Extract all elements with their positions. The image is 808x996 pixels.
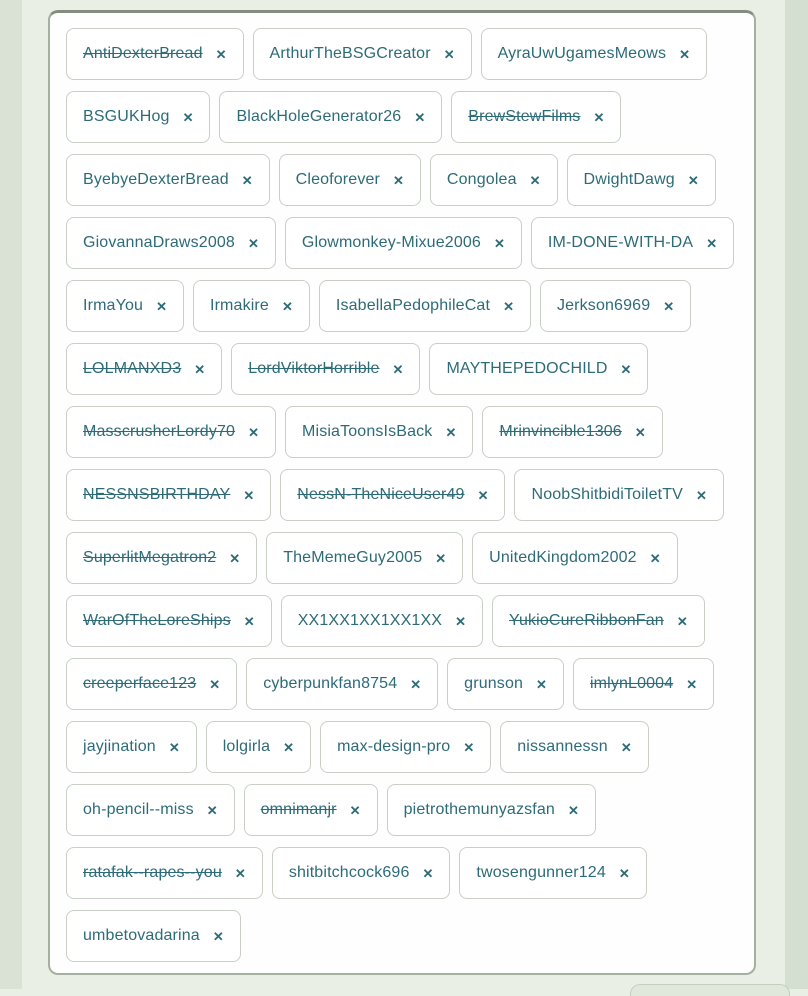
remove-tag-button[interactable]: ✕ [234, 865, 246, 881]
tag-label: BlackHoleGenerator26 [236, 108, 402, 125]
tag-label: MAYTHEPEDOCHILD [446, 360, 608, 377]
remove-tag-button[interactable]: ✕ [392, 361, 404, 377]
tag-label: cyberpunkfan8754 [263, 675, 398, 692]
tag-label: pietrothemunyazsfan [403, 801, 555, 818]
tag-label: oh-pencil--miss [83, 801, 194, 818]
remove-tag-button[interactable]: ✕ [455, 613, 467, 629]
tag-chip[interactable] [285, 406, 473, 458]
remove-tag-button[interactable]: ✕ [283, 739, 295, 755]
tag-chip[interactable] [66, 910, 241, 962]
remove-tag-button[interactable]: ✕ [706, 235, 718, 251]
tag-chip[interactable] [481, 28, 707, 80]
remove-tag-button[interactable]: ✕ [393, 172, 404, 188]
tag-label: LordViktorHorrible [248, 360, 380, 377]
tag-label: BSGUKHog [83, 108, 170, 125]
tag-chip[interactable] [472, 532, 677, 584]
remove-tag-button[interactable]: ✕ [422, 865, 434, 881]
remove-tag-button[interactable]: ✕ [536, 676, 547, 692]
remove-tag-button[interactable]: ✕ [503, 298, 514, 314]
remove-tag-button[interactable]: ✕ [209, 676, 221, 692]
tag-label: Irmakire [209, 297, 269, 314]
remove-tag-button[interactable]: ✕ [206, 802, 218, 818]
remove-tag-button[interactable]: ✕ [493, 235, 505, 251]
tag-chip[interactable] [272, 847, 451, 899]
tag-chip[interactable] [244, 784, 378, 836]
tag-chip[interactable] [459, 847, 646, 899]
tag-label: IrmaYou [83, 297, 144, 314]
tag-chip[interactable] [447, 658, 564, 710]
tag-chip[interactable] [281, 595, 483, 647]
remove-tag-button[interactable]: ✕ [477, 487, 489, 503]
tag-chip[interactable] [66, 595, 272, 647]
tag-label: ByebyeDexterBread [83, 171, 229, 188]
remove-tag-button[interactable]: ✕ [229, 550, 241, 566]
remove-tag-button[interactable]: ✕ [194, 361, 206, 377]
remove-tag-button[interactable]: ✕ [243, 487, 255, 503]
remove-tag-button[interactable]: ✕ [686, 676, 698, 692]
tag-label: MasscrusherLordy70 [83, 423, 236, 440]
right-edge-strip [785, 0, 808, 989]
remove-tag-button[interactable]: ✕ [243, 613, 255, 629]
tag-label: lolgirla [222, 738, 271, 755]
remove-tag-button[interactable]: ✕ [567, 802, 579, 818]
tag-label: UnitedKingdom2002 [489, 549, 637, 566]
tag-chip[interactable] [492, 595, 705, 647]
tag-chip[interactable] [66, 721, 197, 773]
tag-chip[interactable] [219, 91, 442, 143]
tag-label: jayjination [83, 738, 156, 755]
tag-label: BrewStewFilms [468, 108, 581, 125]
tag-chip[interactable] [430, 154, 558, 206]
remove-tag-button[interactable]: ✕ [281, 298, 293, 314]
tag-chip[interactable] [66, 154, 270, 206]
tag-chip[interactable] [429, 343, 648, 395]
tag-label: shitbitchcock696 [288, 864, 410, 881]
remove-tag-button[interactable]: ✕ [649, 550, 661, 566]
left-edge-strip [0, 0, 22, 989]
tag-label: NESSNSBIRTHDAY [83, 486, 231, 503]
tag-label: NoobShitbidiToiletTV [531, 486, 684, 503]
tag-label: omnimanjr [260, 801, 337, 818]
tag-label: IsabellaPedophileCat [335, 297, 491, 314]
remove-tag-button[interactable]: ✕ [435, 550, 447, 566]
tag-label: ratafak--rapes--you [83, 864, 222, 881]
tag-label: YukioCureRibbonFan [509, 612, 664, 629]
tag-label: umbetovadarina [83, 927, 200, 944]
tag-chip[interactable] [451, 91, 621, 143]
tag-chip[interactable] [66, 406, 276, 458]
remove-tag-button[interactable]: ✕ [634, 424, 646, 440]
tag-label: NessN-TheNiceUser49 [297, 486, 465, 503]
remove-tag-button[interactable]: ✕ [156, 298, 167, 314]
tag-label: IM-DONE-WITH-DA [547, 234, 694, 251]
tag-label: imlynL0004 [589, 675, 674, 692]
tag-chip[interactable] [482, 406, 662, 458]
remove-tag-button[interactable]: ✕ [445, 424, 457, 440]
remove-tag-button[interactable]: ✕ [620, 739, 632, 755]
remove-tag-button[interactable]: ✕ [676, 613, 688, 629]
tag-label: AntiDexterBread [83, 45, 203, 62]
tag-label: MisiaToonsIsBack [302, 423, 433, 440]
tag-label: Jerkson6969 [556, 297, 651, 314]
tag-chip[interactable] [500, 721, 649, 773]
bottom-sheet-edge [630, 984, 790, 996]
remove-tag-button[interactable]: ✕ [593, 109, 605, 125]
tag-chip[interactable] [66, 28, 244, 80]
tag-chip[interactable] [231, 343, 420, 395]
remove-tag-button[interactable]: ✕ [696, 487, 707, 503]
tag-label: GiovannaDraws2008 [83, 234, 235, 251]
tag-chip[interactable] [66, 91, 210, 143]
tag-label: SuperlitMegatron2 [83, 549, 217, 566]
tag-chip[interactable] [387, 784, 596, 836]
tag-chip[interactable] [280, 469, 505, 521]
remove-tag-button[interactable]: ✕ [463, 739, 475, 755]
remove-tag-button[interactable]: ✕ [248, 424, 260, 440]
tag-chip[interactable] [66, 469, 271, 521]
tag-chip[interactable] [266, 532, 463, 584]
remove-tag-button[interactable]: ✕ [529, 172, 541, 188]
tag-chip[interactable] [66, 658, 237, 710]
tag-chip[interactable] [246, 658, 438, 710]
tag-chip[interactable] [66, 217, 276, 269]
tag-chip[interactable] [567, 154, 716, 206]
remove-tag-button[interactable]: ✕ [168, 739, 180, 755]
tags-panel [48, 10, 756, 975]
tag-chip[interactable] [66, 343, 222, 395]
tag-label: Congolea [446, 171, 517, 188]
tag-chip[interactable] [279, 154, 421, 206]
tag-label: twosengunner124 [476, 864, 606, 881]
tag-list [66, 28, 738, 962]
remove-tag-button[interactable]: ✕ [679, 46, 691, 62]
tag-label: XX1XX1XX1XX1XX [297, 612, 443, 629]
tag-chip[interactable] [319, 280, 531, 332]
remove-tag-button[interactable]: ✕ [618, 865, 630, 881]
tag-label: AyraUwUgamesMeows [497, 45, 667, 62]
remove-tag-button[interactable]: ✕ [620, 361, 632, 377]
tag-chip[interactable] [285, 217, 522, 269]
remove-tag-button[interactable]: ✕ [247, 235, 259, 251]
remove-tag-button[interactable]: ✕ [687, 172, 699, 188]
tag-chip[interactable] [540, 280, 691, 332]
tag-chip[interactable] [253, 28, 472, 80]
tag-chip[interactable] [320, 721, 491, 773]
tag-label: DwightDawg [583, 171, 675, 188]
tag-chip[interactable] [66, 784, 235, 836]
tag-chip[interactable] [66, 532, 257, 584]
remove-tag-button[interactable]: ✕ [241, 172, 253, 188]
tag-label: LOLMANXD3 [83, 360, 182, 377]
remove-tag-button[interactable]: ✕ [182, 109, 194, 125]
tag-chip[interactable] [66, 847, 263, 899]
remove-tag-button[interactable]: ✕ [212, 928, 224, 944]
tag-label: creeperface123 [83, 675, 197, 692]
tag-chip[interactable] [573, 658, 714, 710]
tag-chip[interactable] [66, 280, 184, 332]
tag-chip[interactable] [206, 721, 311, 773]
tag-chip[interactable] [514, 469, 723, 521]
tag-label: Mrinvincible1306 [499, 423, 622, 440]
remove-tag-button[interactable]: ✕ [215, 46, 227, 62]
tag-label: max-design-pro [337, 738, 451, 755]
tag-label: nissannessn [517, 738, 608, 755]
remove-tag-button[interactable]: ✕ [349, 802, 361, 818]
tag-label: Glowmonkey-Mixue2006 [301, 234, 481, 251]
tag-label: TheMemeGuy2005 [283, 549, 423, 566]
remove-tag-button[interactable]: ✕ [663, 298, 675, 314]
remove-tag-button[interactable]: ✕ [410, 676, 422, 692]
tag-chip[interactable] [531, 217, 734, 269]
remove-tag-button[interactable]: ✕ [443, 46, 455, 62]
tag-label: grunson [464, 675, 524, 692]
tag-label: WarOfTheLoreShips [83, 612, 231, 629]
tag-label: ArthurTheBSGCreator [269, 45, 431, 62]
remove-tag-button[interactable]: ✕ [414, 109, 426, 125]
tag-label: Cleoforever [295, 171, 381, 188]
tag-chip[interactable] [193, 280, 310, 332]
